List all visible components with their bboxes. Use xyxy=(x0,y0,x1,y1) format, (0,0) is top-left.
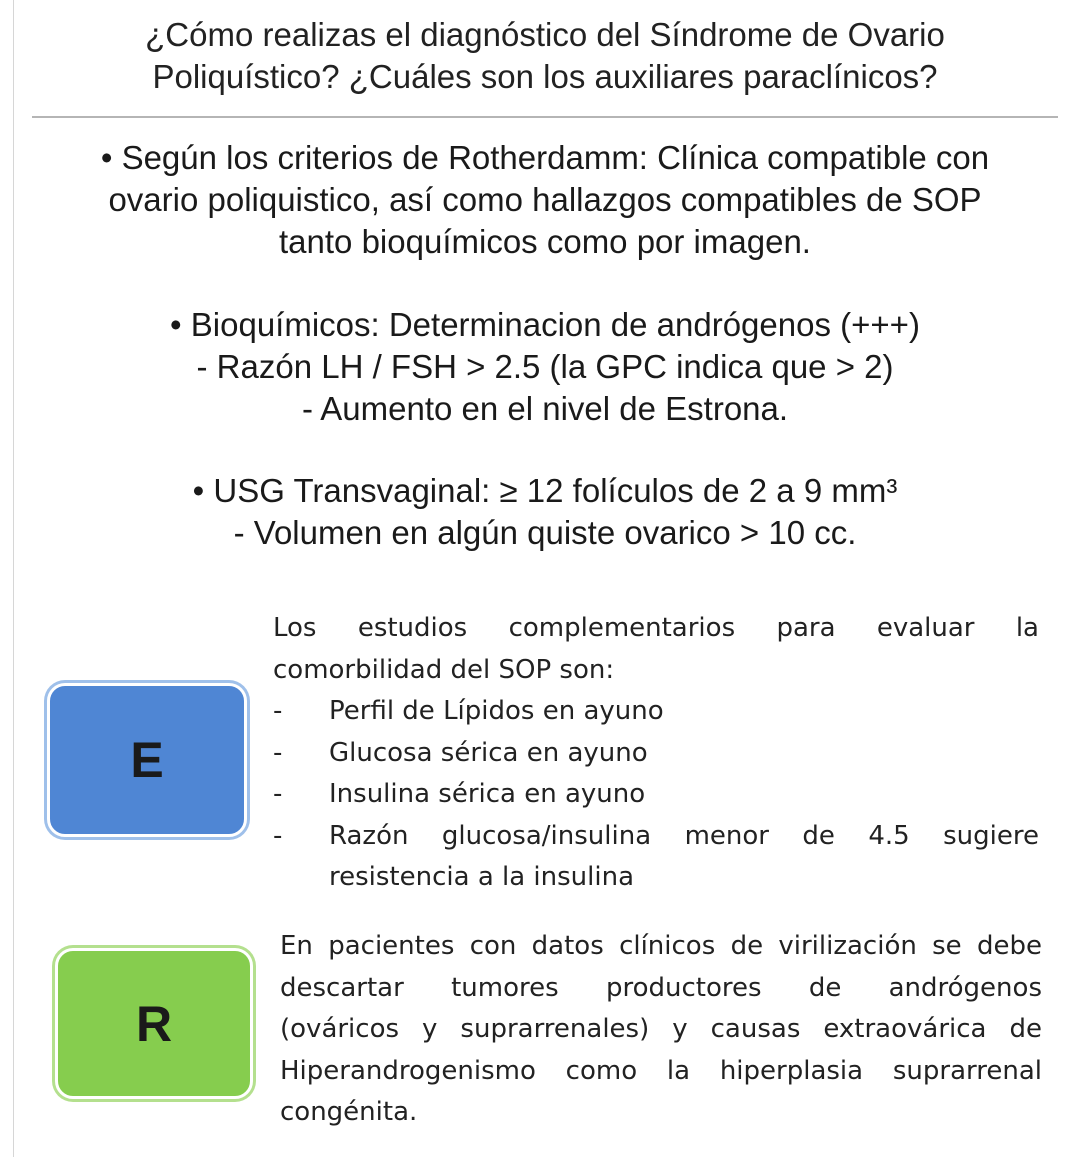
biochemical-line-1: • Bioquímicos: Determinacion de andrógenos (+++) xyxy=(170,306,920,343)
evidence-intro-line-1: Los estudios complementarios para evaluar la xyxy=(273,613,1039,643)
recommendation-line-2: descartar tumores productores de andrógenos xyxy=(280,972,1042,1003)
recommendation-badge-label: R xyxy=(135,995,173,1052)
evidence-text xyxy=(273,608,1039,899)
list-item xyxy=(273,774,1039,816)
title-line-1: ¿Cómo realizas el diagnóstico del Síndrome de Ovario xyxy=(145,16,945,53)
evidence-badge xyxy=(47,683,247,837)
biochemical-line-2: - Razón LH / FSH > 2.5 (la GPC indica que > 2) xyxy=(196,348,894,385)
list-item xyxy=(273,733,1039,775)
list-dash: - xyxy=(273,779,283,809)
criteria-line-1: • Según los criterios de Rotherdamm: Clínica compatible con xyxy=(100,139,990,176)
ultrasound-line-1: • USG Transvaginal: ≥ 12 folículos de 2 a 9 mm³ xyxy=(192,472,898,509)
ultrasound-line-2: - Volumen en algún quiste ovarico > 10 cc. xyxy=(233,514,857,551)
ultrasound-section xyxy=(30,470,1060,554)
list-item-text: Insulina sérica en ayuno xyxy=(329,779,646,809)
criteria-section xyxy=(30,137,1060,263)
title-line-2: Poliquístico? ¿Cuáles son los auxiliares paraclínicos? xyxy=(152,58,938,95)
left-margin-rule xyxy=(13,0,14,1157)
recommendation-line-5: congénita. xyxy=(280,1097,418,1127)
biochemical-line-3: - Aumento en el nivel de Estrona. xyxy=(301,390,789,427)
evidence-badge-label: E xyxy=(130,732,164,788)
evidence-intro-line-2: comorbilidad del SOP son: xyxy=(273,654,615,685)
list-item-text: Glucosa sérica en ayuno xyxy=(329,737,648,768)
criteria-line-3: tanto bioquímicos como por imagen. xyxy=(279,223,811,260)
list-item-text: Perfil de Lípidos en ayuno xyxy=(329,696,664,726)
recommendation-line-3: (ováricos y suprarrenales) y causas extraovárica de xyxy=(280,1014,1042,1044)
list-item-continuation xyxy=(273,857,1039,899)
recommendation-text xyxy=(280,926,1042,1134)
recommendation-badge xyxy=(55,948,253,1099)
page-title xyxy=(30,14,1060,98)
list-item xyxy=(273,816,1039,858)
list-dash: - xyxy=(273,696,283,726)
recommendation-line-4: Hiperandrogenismo como la hiperplasia suprarrenal xyxy=(280,1055,1042,1086)
biochemical-section xyxy=(30,304,1060,430)
list-dash: - xyxy=(273,737,283,768)
criteria-line-2: ovario poliquistico, así como hallazgos compatibles de SOP xyxy=(108,181,982,218)
header-divider xyxy=(32,116,1058,118)
list-item xyxy=(273,691,1039,733)
list-item-text: Razón glucosa/insulina menor de 4.5 sugiere xyxy=(329,820,1039,851)
list-item-continuation-text: resistencia a la insulina xyxy=(329,862,635,892)
list-dash: - xyxy=(273,820,283,851)
recommendation-line-1: En pacientes con datos clínicos de virilización se debe xyxy=(280,931,1042,961)
